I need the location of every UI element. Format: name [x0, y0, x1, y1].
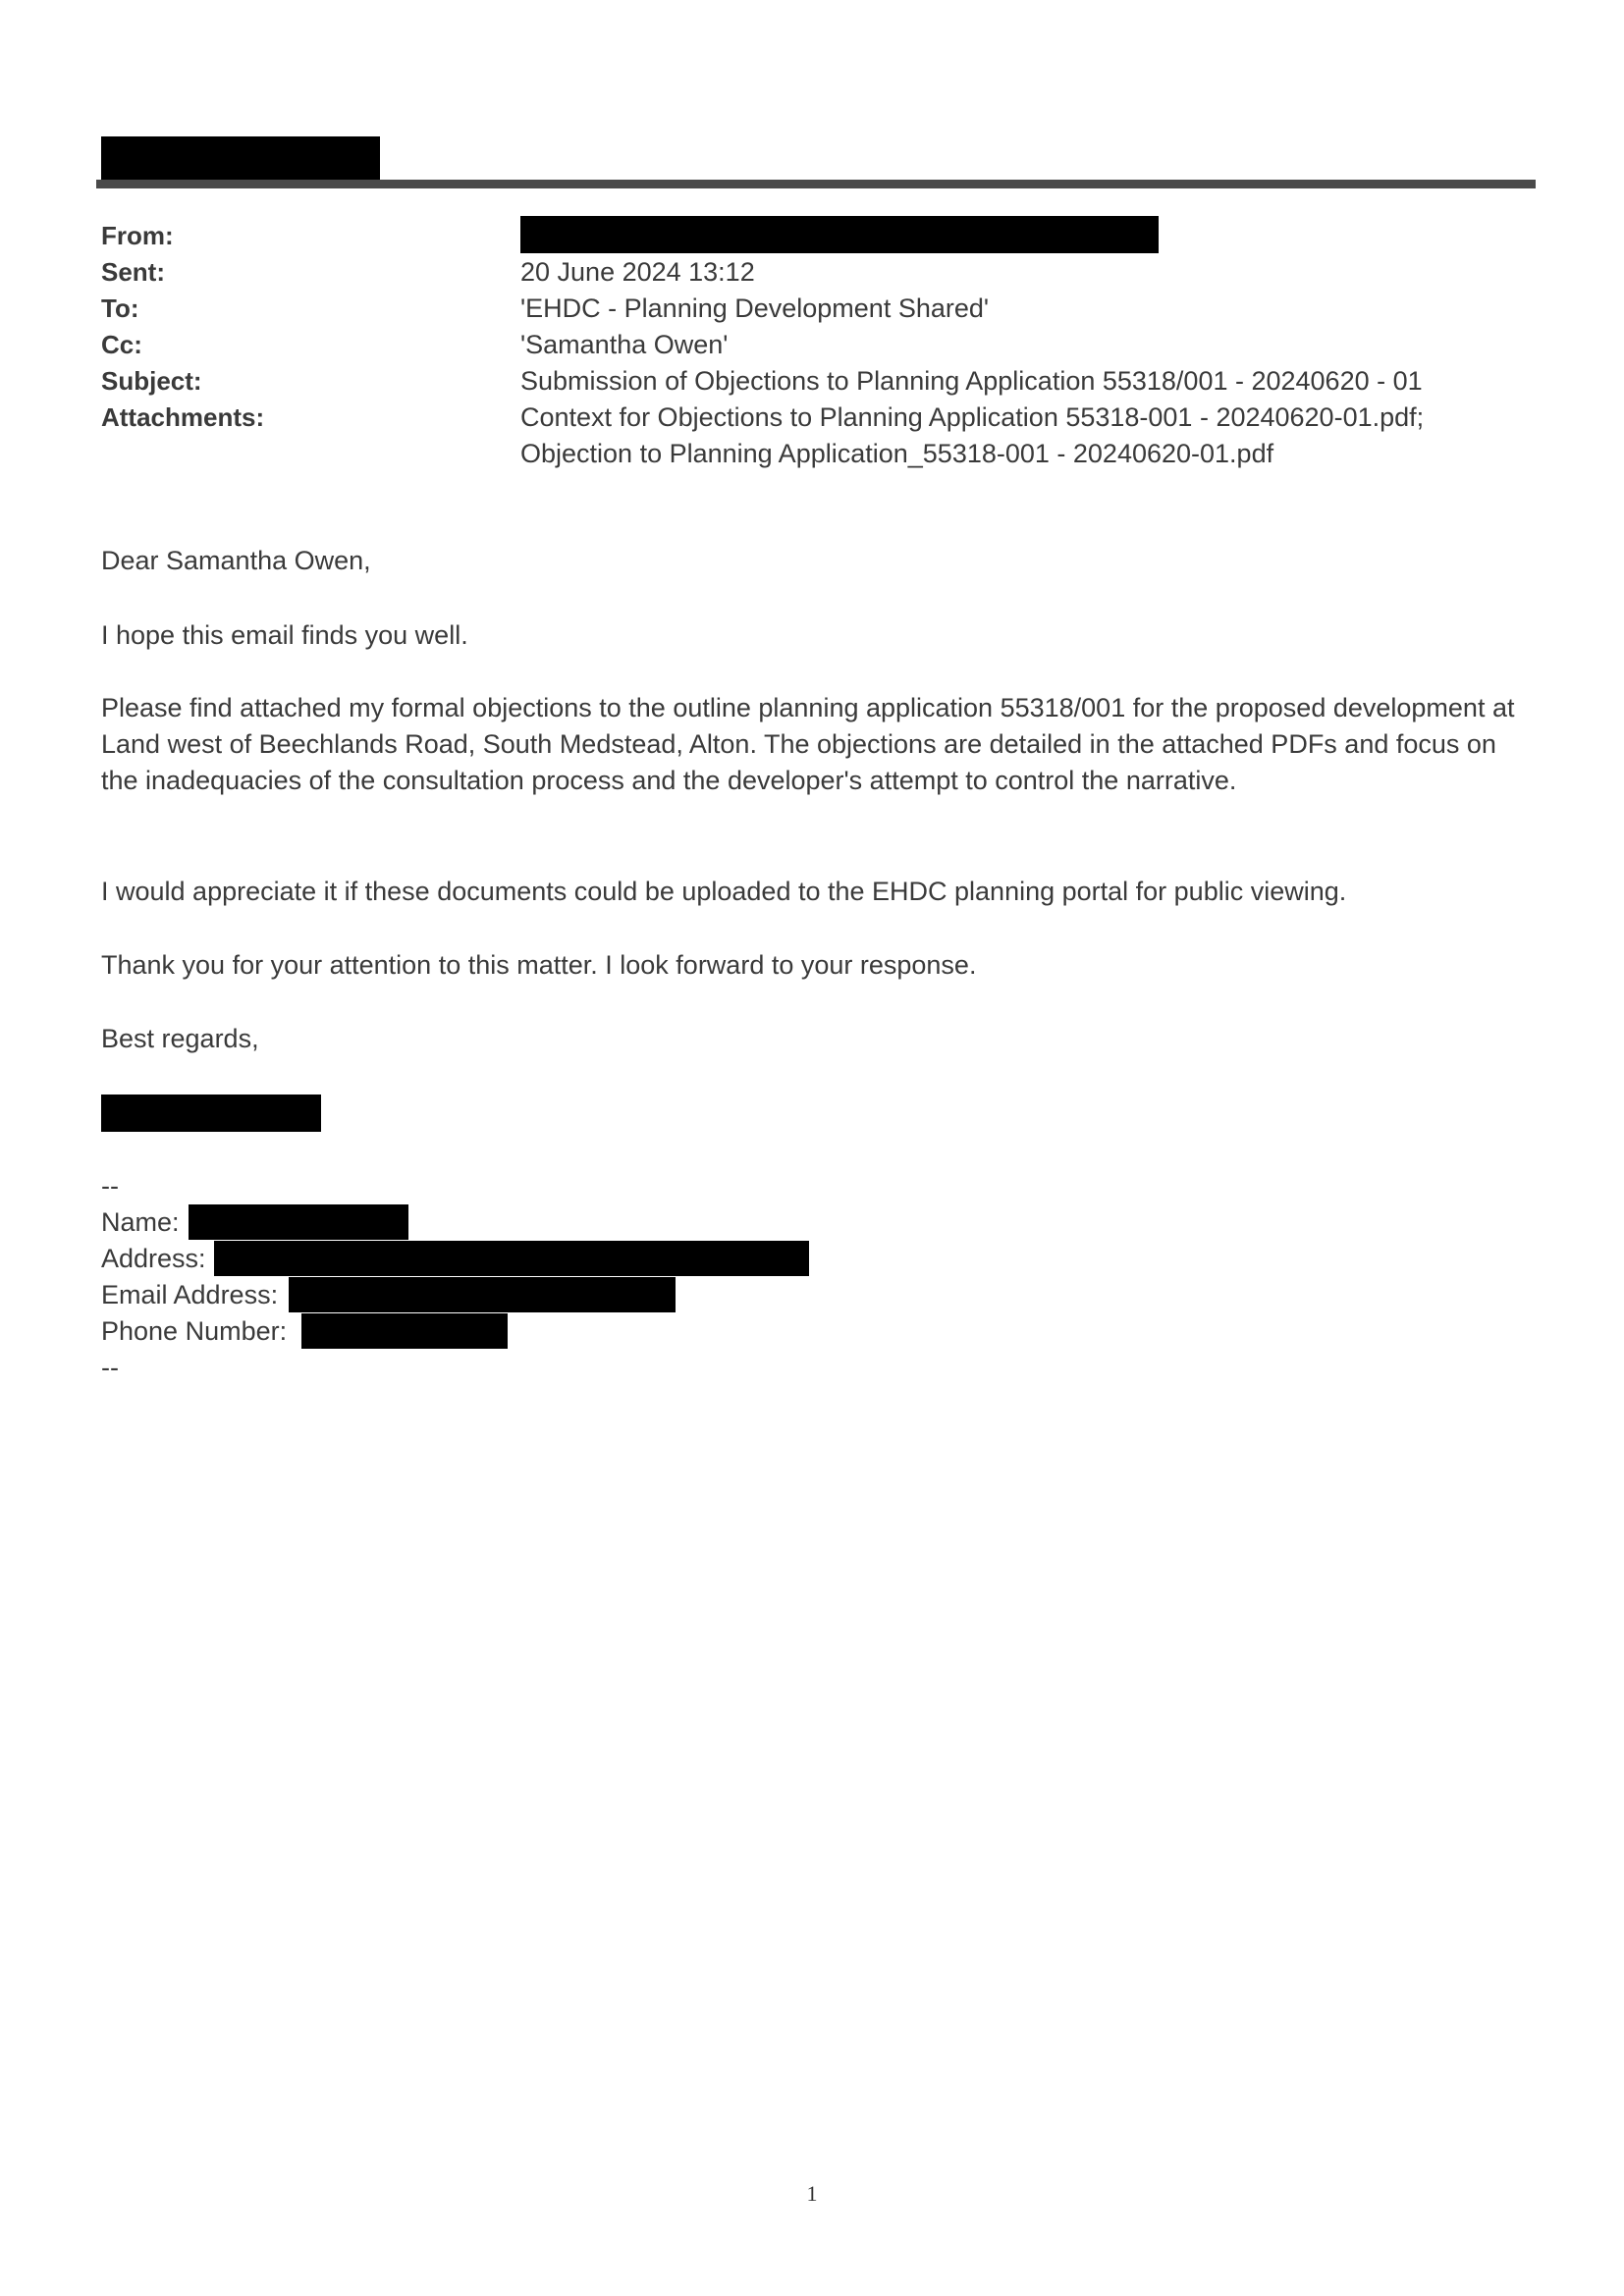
attachment-item[interactable]: Objection to Planning Application_55318-001 - 20240620-01.pdf	[520, 439, 1274, 468]
redacted-address	[214, 1241, 809, 1276]
subject-label: Subject:	[101, 366, 202, 396]
signature-separator: --	[101, 1353, 119, 1382]
attachments-label: Attachments:	[101, 402, 265, 432]
sent-value: 20 June 2024 13:12	[520, 257, 755, 287]
page-number: 1	[806, 2181, 818, 2206]
redacted-phone	[301, 1313, 508, 1349]
body-paragraph: I hope this email finds you well.	[101, 620, 468, 650]
body-paragraph: I would appreciate it if these documents could be uploaded to the EHDC planning portal for public viewing.	[101, 877, 1347, 906]
redacted-signature-name	[101, 1095, 321, 1132]
phone-label: Phone Number:	[101, 1316, 288, 1346]
attachment-item[interactable]: Context for Objections to Planning Application 55318-001 - 20240620-01.pdf;	[520, 402, 1425, 432]
to-label: To:	[101, 294, 139, 323]
sent-label: Sent:	[101, 257, 165, 287]
cc-value: 'Samantha Owen'	[520, 330, 729, 359]
from-label: From:	[101, 221, 174, 250]
name-label: Name:	[101, 1207, 180, 1237]
redacted-name	[189, 1204, 408, 1240]
redacted-sender-name	[101, 136, 380, 180]
email-label: Email Address:	[101, 1280, 279, 1309]
header-rule	[96, 180, 1536, 188]
closing: Best regards,	[101, 1024, 259, 1053]
redacted-email	[289, 1277, 676, 1312]
subject-value: Submission of Objections to Planning Application 55318/001 - 20240620 - 01	[520, 366, 1423, 396]
address-label: Address:	[101, 1244, 206, 1273]
cc-label: Cc:	[101, 330, 142, 359]
body-paragraph: Please find attached my formal objections to the outline planning application 55318/001 for the proposed development at Land west of Beechlands Road, South Medstead, Alton. The objections are detailed in the attached PDFs and focus on the inadequacies of the consultation process and the developer's attempt to control the narrative.	[101, 693, 1515, 795]
redacted-from-value	[520, 216, 1159, 253]
to-value: 'EHDC - Planning Development Shared'	[520, 294, 990, 323]
greeting: Dear Samantha Owen,	[101, 546, 371, 575]
signature-separator: --	[101, 1171, 119, 1201]
body-paragraph: Thank you for your attention to this matter. I look forward to your response.	[101, 950, 977, 980]
